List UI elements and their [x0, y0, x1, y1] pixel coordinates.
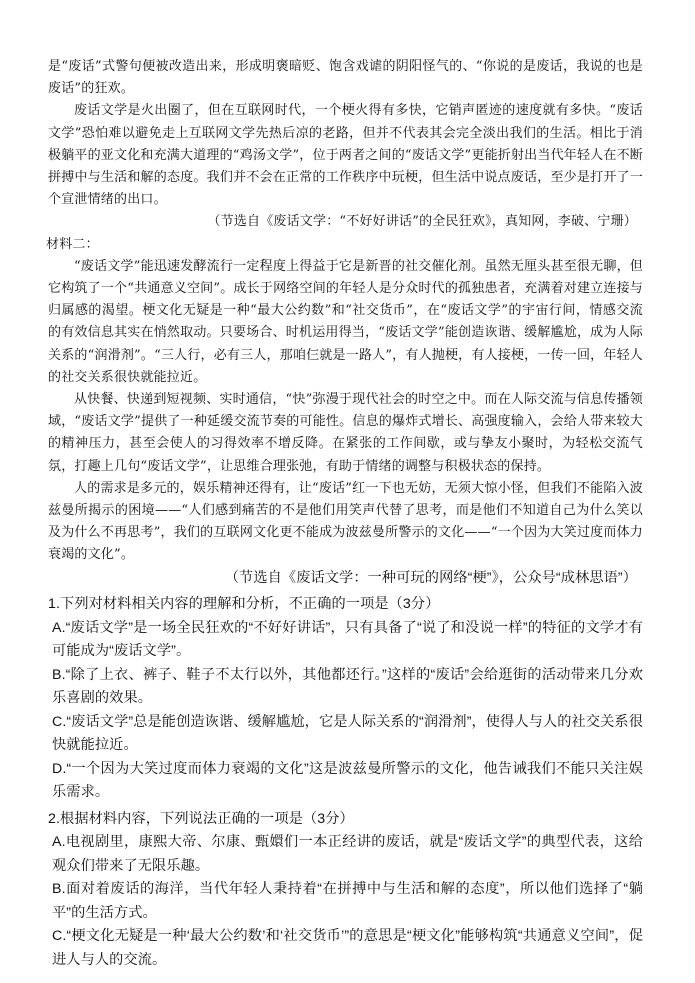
- material-one-source: （节选自《废话文学：“不好好讲话”的全民狂欢》，真知网，李破、宁珊）: [207, 214, 637, 230]
- material-two-paragraph: “废话文学”能迅速发酵流行一定程度上得益于它是新晋的社交催化剂。虽然无厘头甚至很无聊，但它构筑了一个“共通意义空间”。成长于网络空间的年轻人是分众时代的孤独患者，充满着对建立连接与归属感的渴望。梗文化无疑是一种“最大公约数”和“社交货币”，在“废话文学”的宇宙行间，情感交流的有效信息其实在悄然取动。只要场合、时机运用得当，“废话文学”能创造诙谐、缓解尴尬，成为人际关系的“润滑剂”。“三人行，必有三人，那咱仨就是一路人”，有人抛梗，有人接梗，一传一回，年轻人的社交关系很快就能拉近。: [48, 258, 643, 385]
- material-two-label: 材料二：: [46, 236, 99, 252]
- material-two-paragraph: 人的需求是多元的，娱乐精神还得有，让“废话”红一下也无妨，无须大惊小怪，但我们不能陷入波兹曼所揭示的困境——“人们感到痛苦的不是他们用笑声代替了思考，而是他们不知道自己为什么笑以及为什么不再思考”，我们的互联网文化更不能成为波兹曼所警示的文化——“一个因为大笑过度而体力衰竭的文化”。: [48, 480, 643, 563]
- question-option: C.“废话文学”总是能创造诙谐、缓解尴尬，它是人际关系的“润滑剂”，使得人与人的社交关系很快就能拉近。: [52, 713, 643, 754]
- question-option: D.“一个因为大笑过度而体力衰竭的文化”这是波兹曼所警示的文化，他告诫我们不能只关注娱乐需求。: [52, 760, 643, 801]
- questions-section: [48, 567, 643, 973]
- question-stem: 1.下列对材料相关内容的理解和分析，不正确的一项是（3分）: [48, 596, 440, 613]
- question-option: B.“除了上衣、裤子、鞋子不太行以外，其他都还行。”这样的“废话”会给逛街的活动带来几分欢乐喜剧的效果。: [52, 666, 643, 707]
- question-option: C.“梗文化无疑是一种‘最大公约数’和‘社交货币’”的意思是“梗文化”能够构筑“共通意义空间”，促进人与人的交流。: [52, 928, 643, 968]
- question-option: A.电视剧里，康熙大帝、尔康、甄嬛们一本正经讲的废话，就是“废话文学”的典型代表，这给观众们带来了无限乐趣。: [52, 834, 643, 874]
- question-stem: 2.根据材料内容，下列说法正确的一项是（3分）: [48, 810, 354, 827]
- material-one-continued-paragraph: 是“废话”式警句便被改造出来，形成明褒暗贬、饱含戏谑的阴阳怪气的、“你说的是废话，我说的也是废话”的狂欢。: [48, 59, 643, 97]
- material-two-paragraph: 从快餐、快递到短视频、实时通信，“快”弥漫于现代社会的时空之中。而在人际交流与信息传播领域，“废话文学”提供了一种延缓交流节奏的可能性。信息的爆炸式增长、高强度输入，会给人带来较大的精神压力，甚至会使人的习得效率不增反降。在紧张的工作间歇，或与挚友小聚时，为轻松交流气氛，打趣上几句“废话文学”，让思维合理张弛，有助于情绪的调整与积极状态的保持。: [48, 392, 643, 474]
- material-two: [48, 234, 643, 567]
- question-option: B.面对着废话的海洋，当代年轻人秉持着“在拼搏中与生活和解的态度”，所以他们选择了“躺平”的生活方式。: [52, 881, 643, 921]
- material-one: [48, 56, 643, 234]
- question-option: A.“废话文学”是一场全民狂欢的“不好好讲话”，只有具备了“说了和没说一样”的特征的文学才有可能成为“废话文学”。: [52, 619, 643, 660]
- material-two-source: （节选自《废话文学：一种可玩的网络“梗”》，公众号“成林思语”）: [224, 569, 637, 586]
- material-one-paragraph: 废话文学是火出圈了，但在互联网时代，一个梗火得有多快，它销声匿迹的速度就有多快。“废话文学”恐怕难以避免走上互联网文学先热后凉的老路，但并不代表其会完全淡出我们的生活。相比于消极躺平的亚文化和充满大道理的“鸡汤文学”，位于两者之间的“废话文学”更能折射出当代年轻人在不断拼搏中与生活和解的态度。我们并不会在正常的工作秩序中玩梗，但生活中说点废话，至少是打开了一个宣泄情绪的出口。: [48, 103, 643, 208]
